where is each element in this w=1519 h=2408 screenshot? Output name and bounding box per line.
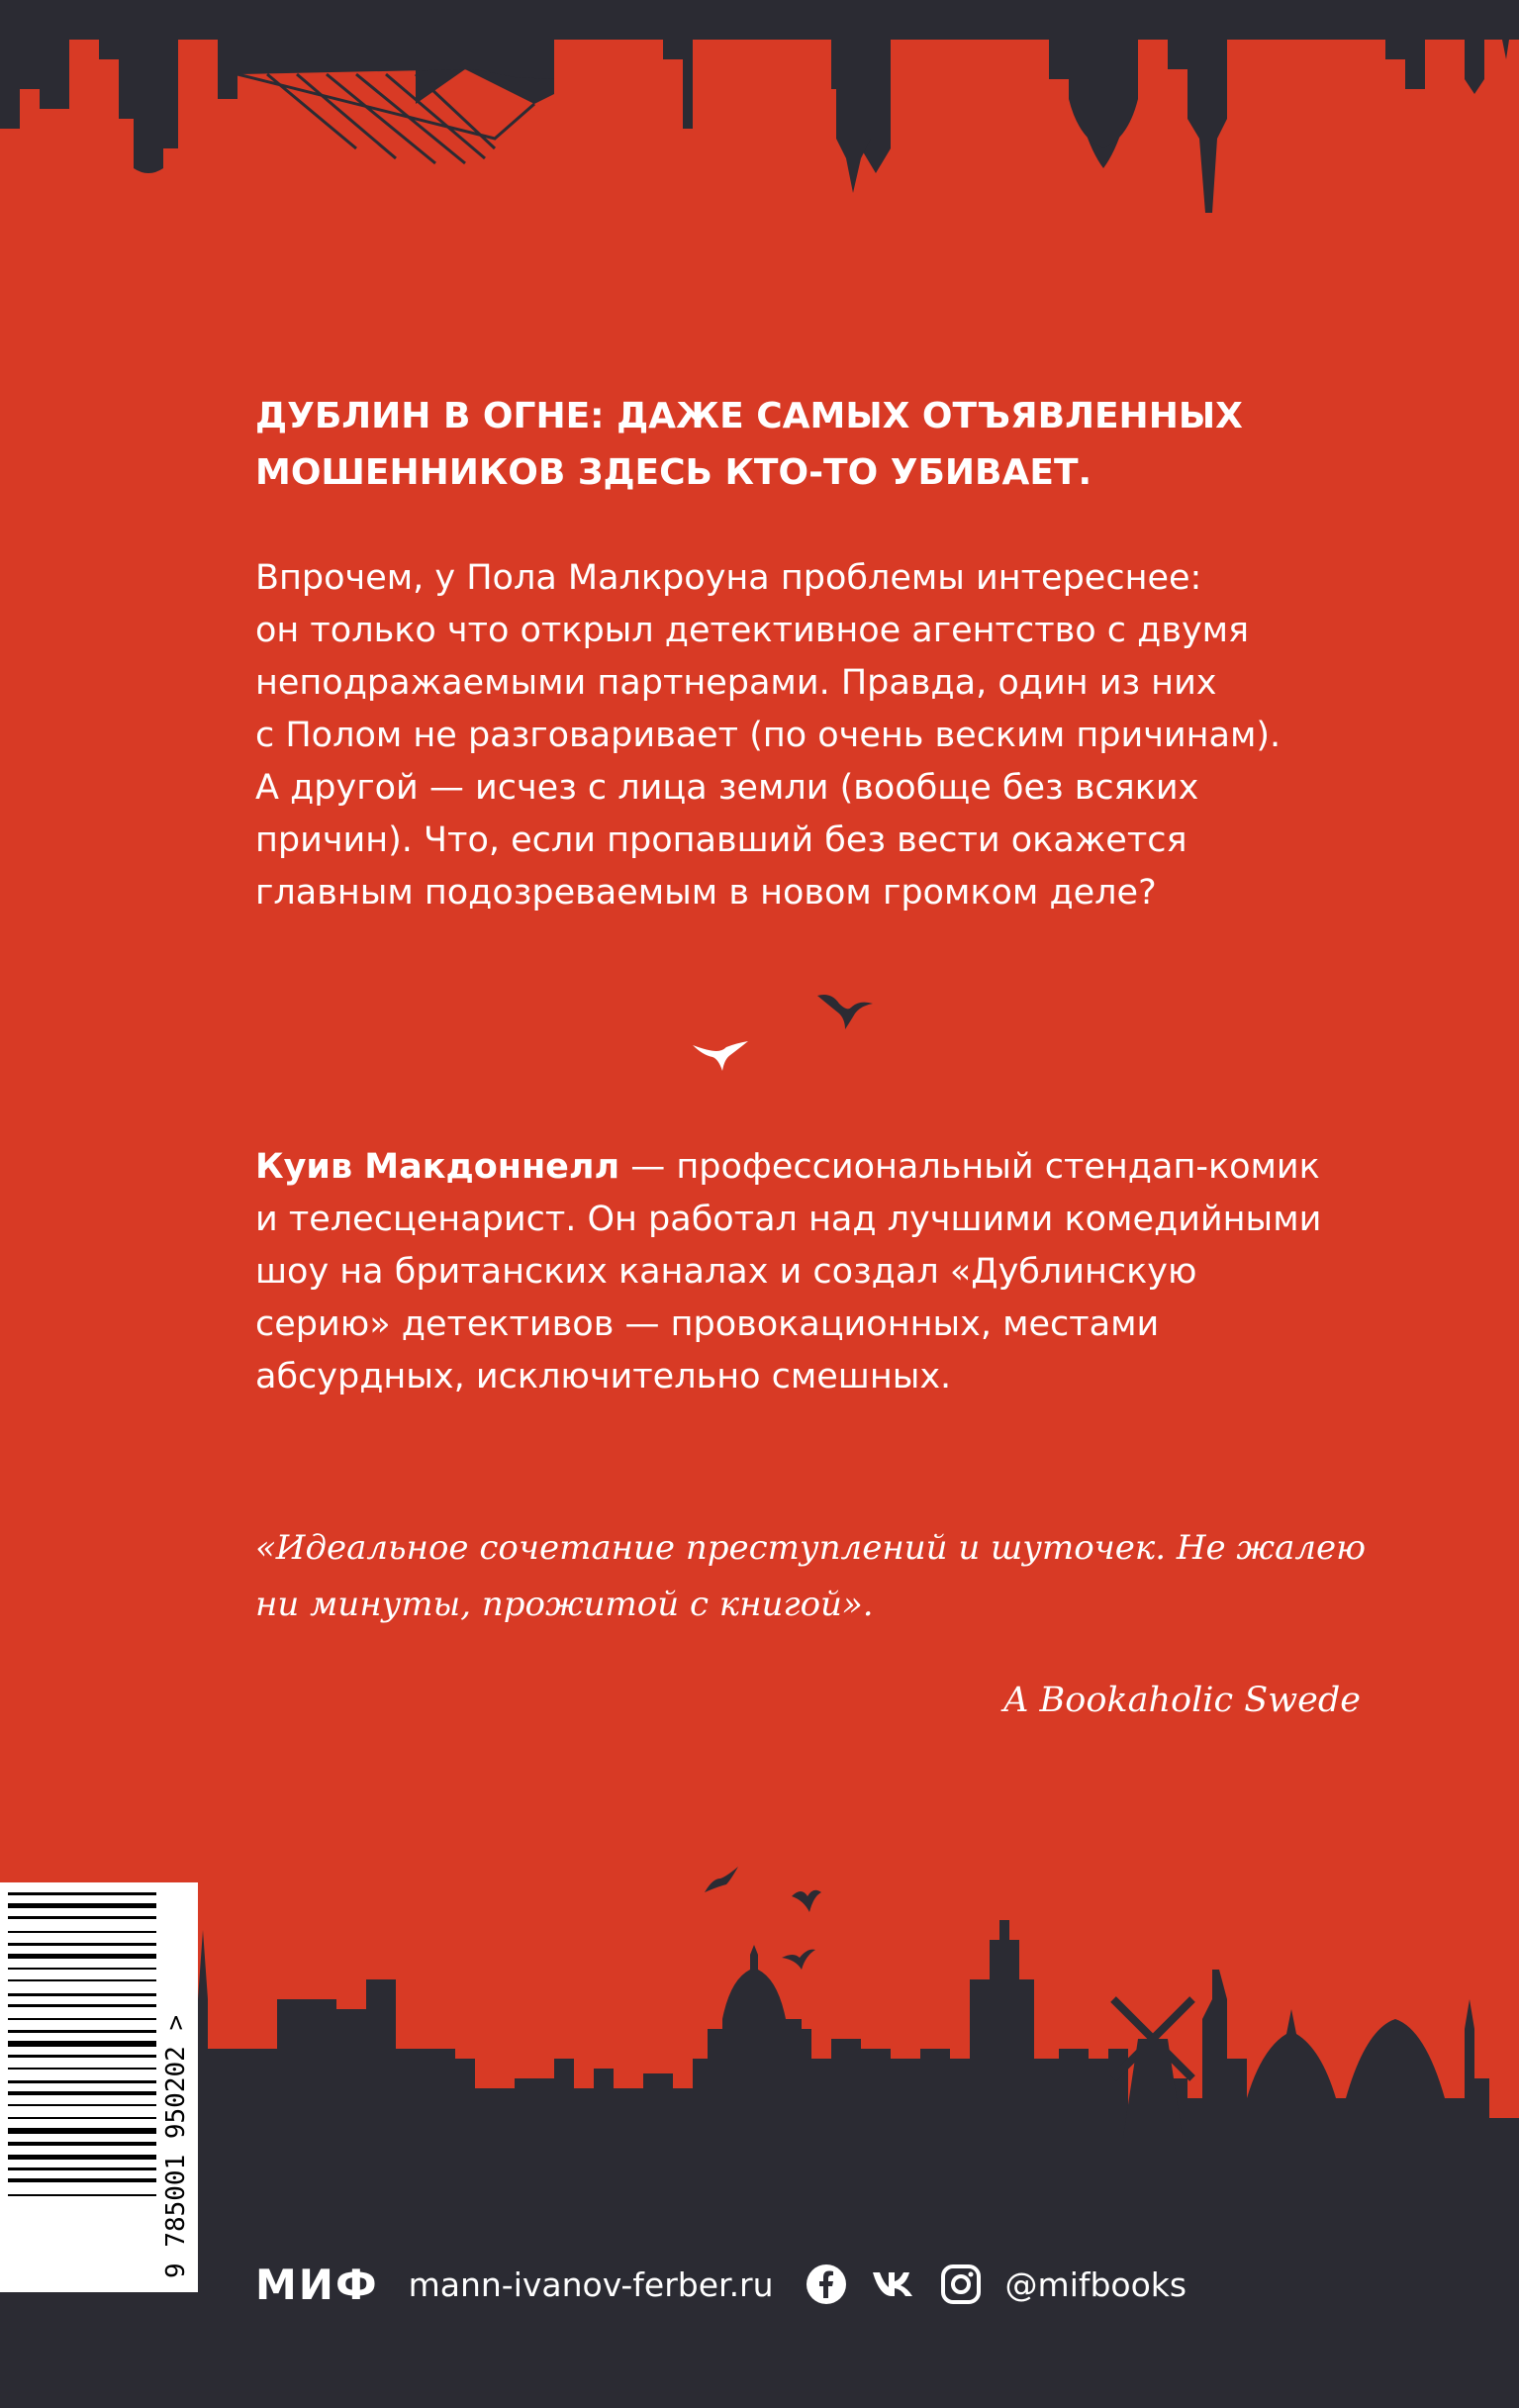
barcode-bar <box>8 1943 156 1946</box>
barcode-bar <box>8 2178 156 2182</box>
headline <box>255 388 1403 501</box>
barcode-bar <box>8 2041 156 2047</box>
barcode-bar <box>8 1916 156 1919</box>
barcode-bar <box>8 2080 156 2083</box>
author-bio-line: серию» детективов — провокационных, местами <box>255 1304 1160 1344</box>
instagram-icon[interactable] <box>938 2262 984 2307</box>
barcode-bar <box>8 2128 156 2134</box>
barcode-bar <box>8 2117 156 2119</box>
barcode-bar <box>8 1968 156 1970</box>
author-bio-line <box>255 1141 1403 1194</box>
barcode-bar <box>8 2104 156 2106</box>
white-bird-icon <box>693 1041 748 1071</box>
barcode-digits: 9 785001 950202 > <box>161 2014 191 2278</box>
synopsis-line: с Полом не разговаривает (по очень веским причинам). <box>255 716 1282 755</box>
social-handle[interactable]: @mifbooks <box>1004 2264 1187 2304</box>
barcode-bar <box>8 1979 156 1981</box>
barcode-bar <box>8 1892 156 1895</box>
bottom-skyline-illustration <box>0 1861 1519 2408</box>
publisher-logo: МИФ <box>255 2260 379 2309</box>
author-bio-line-rest: — профессиональный стендап-комик <box>619 1147 1320 1187</box>
review-quote <box>255 1520 1403 1633</box>
vk-icon[interactable] <box>871 2262 916 2307</box>
barcode-bar <box>8 2068 156 2070</box>
synopsis-line: А другой — исчез с лица земли (вообще без всяких <box>255 768 1199 808</box>
synopsis-line: он только что открыл детективное агентство с двумя <box>255 611 1250 650</box>
author-bio-line: шоу на британских каналах и создал «Дублинскую <box>255 1252 1197 1292</box>
publisher-website-link[interactable]: mann-ivanov-ferber.ru <box>408 2264 774 2304</box>
barcode-graphic <box>0 1882 198 2292</box>
review-quote-line-1: «Идеальное сочетание преступлений и шуточек. Не жалею <box>255 1528 1367 1568</box>
review-attribution: A Bookaholic Swede <box>1003 1681 1361 1720</box>
author-bio <box>255 1141 1403 1403</box>
synopsis-line: Впрочем, у Пола Малкроуна проблемы интереснее: <box>255 558 1202 598</box>
author-name: Куив Макдоннелл <box>255 1147 620 1187</box>
barcode-bar <box>8 2091 156 2095</box>
barcode-bar <box>8 1931 156 1933</box>
top-skyline-illustration <box>0 0 1519 238</box>
facebook-icon[interactable] <box>804 2262 849 2307</box>
synopsis-line: главным подозреваемым в новом громком деле? <box>255 873 1157 913</box>
barcode-bar <box>8 1954 156 1959</box>
review-quote-line-2: ни минуты, прожитой с книгой». <box>255 1585 874 1624</box>
synopsis-line: причин). Что, если пропавший без вести окажется <box>255 820 1187 860</box>
barcode-bar <box>8 1993 156 1996</box>
author-bio-line: и телесценарист. Он работал над лучшими комедийными <box>255 1200 1322 1239</box>
dark-bird-icon <box>817 990 873 1029</box>
barcode-bar <box>8 2155 156 2160</box>
synopsis-paragraph <box>255 552 1403 919</box>
barcode-bar <box>8 1903 156 1908</box>
barcode-bar <box>8 2018 156 2020</box>
barcode-bar <box>8 2055 156 2058</box>
synopsis-line: неподражаемыми партнерами. Правда, один из них <box>255 663 1217 703</box>
barcode-bar <box>8 2167 156 2170</box>
headline-line-2: МОШЕННИКОВ ЗДЕСЬ КТО-ТО УБИВАЕТ. <box>255 452 1092 493</box>
headline-line-1: ДУБЛИН В ОГНЕ: ДАЖЕ САМЫХ ОТЪЯВЛЕННЫХ <box>255 396 1243 436</box>
barcode-bar <box>8 2030 156 2033</box>
barcode-bar <box>8 2004 156 2007</box>
barcode-bar <box>8 2142 156 2146</box>
isbn-barcode <box>0 1882 198 2292</box>
barcode-bar <box>8 2194 156 2196</box>
author-bio-line: абсурдных, исключительно смешных. <box>255 1357 952 1397</box>
publisher-footer <box>255 2255 1187 2314</box>
